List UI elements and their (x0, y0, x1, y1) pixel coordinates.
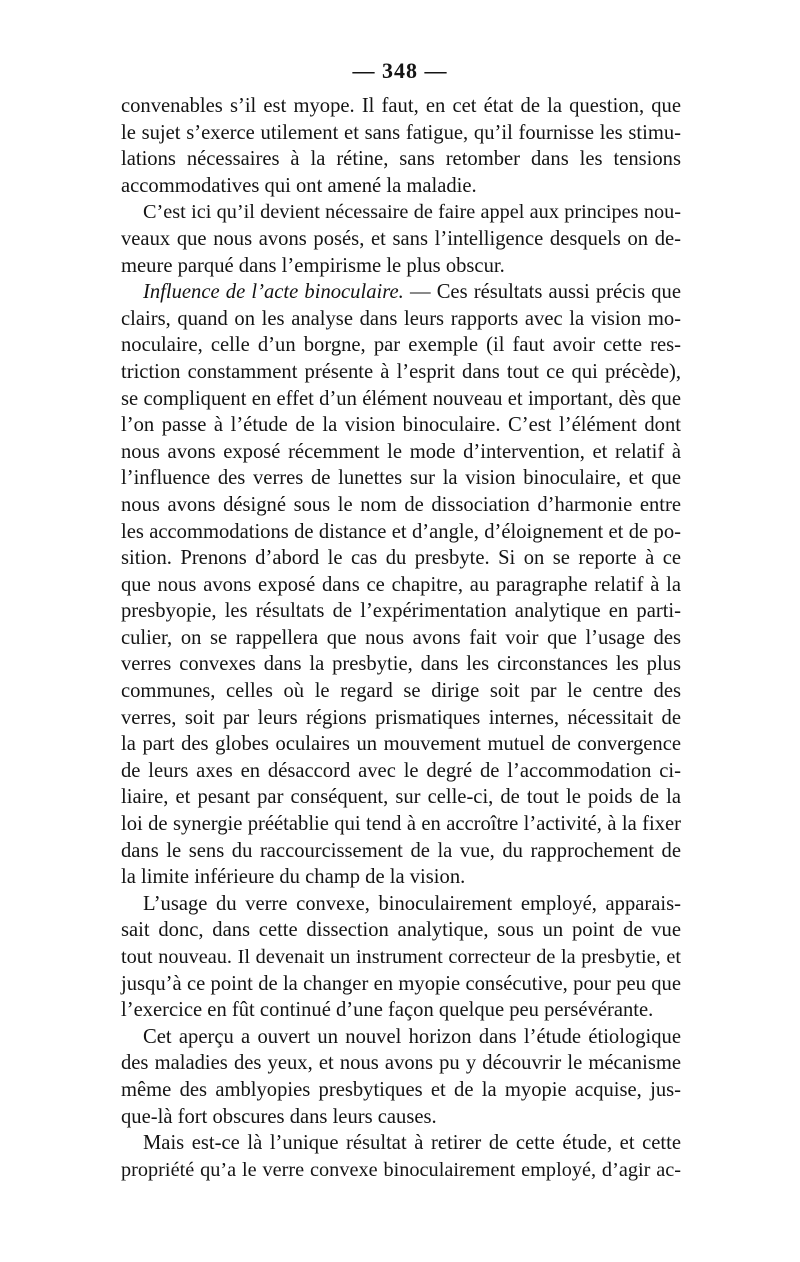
text-line (121, 1130, 681, 1157)
text-line-content: de leurs axes en désaccord avec le degré de l’accommodation ci- (121, 759, 681, 782)
text-line (121, 705, 681, 732)
text-line-content: tout nouveau. Il devenait un instrument correcteur de la presbytie, et (121, 946, 681, 968)
text-line-content: L’usage du verre convexe, binoculairement employé, apparais- (143, 892, 681, 915)
text-line (121, 492, 681, 519)
text-line (121, 944, 681, 971)
text-line-content: accommodatives qui ont amené la maladie. (121, 174, 477, 197)
text-line (121, 465, 681, 492)
text-line-content: meure parqué dans l’empirisme le plus obscur. (121, 254, 505, 277)
text-line (121, 971, 681, 998)
text-line-content: culier, on se rappellera que nous avons fait voir que l’usage des (121, 626, 681, 649)
text-line (121, 332, 681, 359)
text-line-content: lations nécessaires à la rétine, sans retomber dans les tensions (121, 148, 681, 171)
text-line-content: même des amblyopies presbytiques et de la myopie acquise, jus- (121, 1078, 681, 1101)
text-line-content: l’influence des verres de lunettes sur la vision binoculaire, et que (121, 467, 681, 490)
text-line (121, 120, 681, 147)
text-line-content: triction constamment présente à l’esprit dans tout ce qui précède), (121, 360, 681, 383)
text-line (121, 279, 681, 306)
text-line (121, 1050, 681, 1077)
text-line-content: clairs, quand on les analyse dans leurs rapports avec la vision mo- (121, 307, 681, 330)
text-line-content: que-là fort obscures dans leurs causes. (121, 1105, 437, 1128)
text-line (121, 226, 681, 253)
text-line-content: liaire, et pesant par conséquent, sur celle-ci, de tout le poids de la (121, 786, 681, 809)
text-line-content: — Ces résultats aussi précis que (409, 281, 681, 304)
text-line (121, 199, 681, 226)
text-line-content: sition. Prenons d’abord le cas du presbyte. Si on se reporte à ce (121, 547, 681, 570)
text-line-content: verres convexes dans la presbytie, dans les circonstances les plus (121, 653, 681, 676)
text-line-content: la part des globes oculaires un mouvement mutuel de convergence (121, 733, 681, 756)
text-line (121, 1157, 681, 1184)
text-line-content: Cet aperçu a ouvert un nouvel horizon dans l’étude étiologique (143, 1025, 681, 1048)
text-line-content: se compliquent en effet d’un élément nouveau et important, dès que (121, 387, 681, 410)
text-line (121, 439, 681, 466)
text-line-content: propriété qu’a le verre convexe binoculairement employé, d’agir ac- (121, 1158, 681, 1181)
text-line-content: convenables s’il est myope. Il faut, en cet état de la question, que (121, 95, 681, 117)
text-line (121, 864, 681, 891)
text-line-content: l’exercice en fût continué d’une façon quelque peu persévérante. (121, 999, 654, 1022)
text-line-content: nous avons désigné sous le nom de dissociation d’harmonie entre (121, 493, 681, 516)
text-line-content: jusqu’à ce point de la changer en myopie consécutive, pour peu que (121, 972, 681, 995)
text-line-content: dans le sens du raccourcissement de la vue, du rapprochement de (121, 839, 681, 862)
text-line (121, 412, 681, 439)
text-line (121, 731, 681, 758)
text-line-content: veaux que nous avons posés, et sans l’intelligence desquels on de- (121, 227, 681, 250)
text-line (121, 359, 681, 386)
text-line-content: communes, celles où le regard se dirige soit par le centre des (121, 680, 681, 703)
section-heading: Influence de l’acte binoculaire. (143, 281, 404, 304)
text-line (121, 1077, 681, 1104)
text-line (121, 997, 681, 1024)
text-line (121, 1104, 681, 1131)
text-line (121, 838, 681, 865)
text-line-content: les accommodations de distance et d’angle, d’éloignement et de po- (121, 520, 681, 543)
text-line (121, 1024, 681, 1051)
text-line (121, 784, 681, 811)
text-line (121, 545, 681, 572)
text-line (121, 93, 681, 120)
text-line-content: la limite inférieure du champ de la vision. (121, 866, 466, 889)
text-line (121, 253, 681, 280)
text-line (121, 519, 681, 546)
text-line-content: le sujet s’exerce utilement et sans fatigue, qu’il fournisse les stimu- (121, 121, 681, 144)
text-line-content: loi de synergie préétablie qui tend à en accroître l’activité, à la fixer (121, 813, 681, 836)
text-line (121, 651, 681, 678)
text-line (121, 678, 681, 705)
text-line (121, 625, 681, 652)
text-line-content: sait donc, dans cette dissection analytique, sous un point de vue (121, 919, 681, 942)
text-line (121, 598, 681, 625)
text-line-content: des maladies des yeux, et nous avons pu y découvrir le mécanisme (121, 1052, 681, 1075)
text-line (121, 891, 681, 918)
text-line (121, 386, 681, 413)
text-line-content: presbyopie, les résultats de l’expérimentation analytique en parti- (121, 600, 681, 623)
text-line-content: l’on passe à l’étude de la vision binoculaire. C’est l’élément dont (121, 414, 681, 437)
text-line-content: C’est ici qu’il devient nécessaire de faire appel aux principes nou- (143, 201, 681, 224)
text-line-content: noculaire, celle d’un borgne, par exemple (il faut avoir cette res- (121, 334, 681, 357)
text-line (121, 811, 681, 838)
text-line (121, 173, 681, 200)
text-line (121, 572, 681, 599)
text-line-content: verres, soit par leurs régions prismatiques internes, nécessitait de (121, 706, 681, 729)
text-line (121, 917, 681, 944)
body-text (121, 93, 681, 1183)
text-line (121, 306, 681, 333)
text-line (121, 758, 681, 785)
text-line-content: nous avons exposé récemment le mode d’intervention, et relatif à (121, 440, 681, 463)
page-number: — 348 — (352, 58, 448, 83)
text-line-content: que nous avons exposé dans ce chapitre, au paragraphe relatif à la (121, 573, 681, 596)
text-line-content: Mais est-ce là l’unique résultat à retirer de cette étude, et cette (143, 1132, 681, 1155)
text-line (121, 146, 681, 173)
